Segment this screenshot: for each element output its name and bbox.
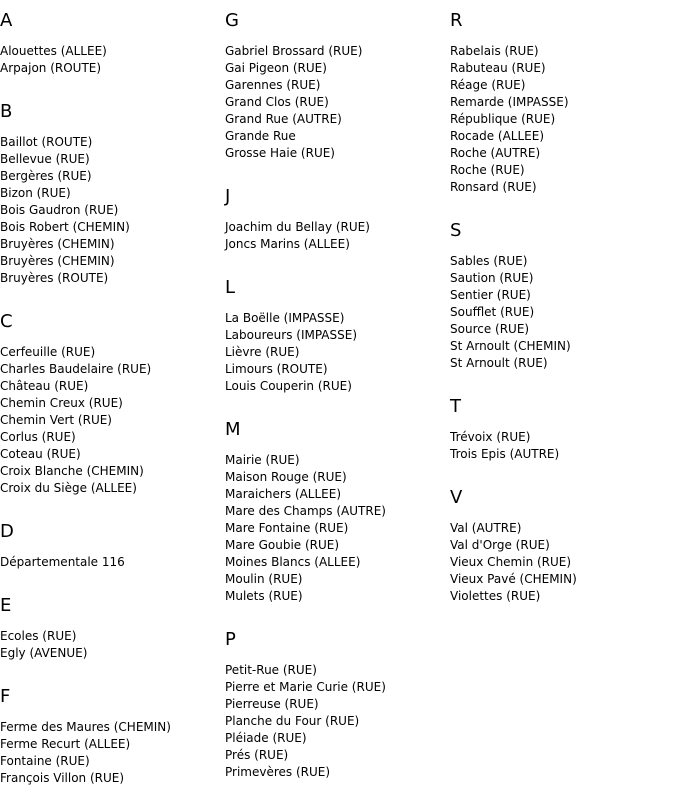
index-column-2	[225, 9, 445, 804]
letter-group-a	[0, 9, 220, 77]
street-link[interactable]: Mulets (RUE)	[225, 589, 303, 603]
street-link[interactable]: Ferme Recurt (ALLEE)	[0, 737, 131, 751]
index-column-3	[450, 9, 670, 628]
street-link[interactable]: Rocade (ALLEE)	[450, 129, 545, 143]
street-link[interactable]: Rabuteau (RUE)	[450, 61, 546, 75]
letter-group-c	[0, 310, 220, 497]
street-link[interactable]: Mare des Champs (AUTRE)	[225, 504, 386, 518]
letter-group-m	[225, 418, 445, 605]
street-link[interactable]: Sentier (RUE)	[450, 288, 531, 302]
street-link[interactable]: Bruyères (CHEMIN)	[0, 254, 115, 268]
letter-heading: S	[450, 220, 462, 241]
street-link[interactable]: Rabelais (RUE)	[450, 44, 539, 58]
street-link[interactable]: Coteau (RUE)	[0, 447, 81, 461]
street-link[interactable]: Mare Fontaine (RUE)	[225, 521, 349, 535]
street-link[interactable]: Planche du Four (RUE)	[225, 714, 360, 728]
letter-group-e	[0, 594, 220, 662]
street-link[interactable]: Limours (ROUTE)	[225, 362, 328, 376]
street-link[interactable]: Bellevue (RUE)	[0, 152, 90, 166]
street-list	[225, 310, 445, 395]
street-link[interactable]: Croix Blanche (CHEMIN)	[0, 464, 144, 478]
street-link[interactable]: Gai Pigeon (RUE)	[225, 61, 327, 75]
street-link[interactable]: Fontaine (RUE)	[0, 754, 90, 768]
street-link[interactable]: Bois Robert (CHEMIN)	[0, 220, 130, 234]
street-link[interactable]: Remarde (IMPASSE)	[450, 95, 569, 109]
street-link[interactable]: Roche (AUTRE)	[450, 146, 541, 160]
letter-group-d	[0, 520, 220, 571]
street-link[interactable]: Chemin Creux (RUE)	[0, 396, 123, 410]
letter-heading: M	[225, 419, 241, 440]
letter-heading: V	[450, 487, 463, 508]
street-link[interactable]: Chemin Vert (RUE)	[0, 413, 112, 427]
street-link[interactable]: Grand Rue (AUTRE)	[225, 112, 342, 126]
street-link[interactable]: Ecoles (RUE)	[0, 629, 77, 643]
letter-heading: D	[0, 521, 14, 542]
street-link[interactable]: Trois Epis (AUTRE)	[450, 447, 560, 461]
street-link[interactable]: Vieux Pavé (CHEMIN)	[450, 572, 577, 586]
street-link[interactable]: Arpajon (ROUTE)	[0, 61, 102, 75]
street-list	[450, 43, 670, 196]
street-link[interactable]: Source (RUE)	[450, 322, 530, 336]
street-list	[225, 452, 445, 605]
street-link[interactable]: Saution (RUE)	[450, 271, 534, 285]
street-link[interactable]: Maison Rouge (RUE)	[225, 470, 347, 484]
street-link[interactable]: Bizon (RUE)	[0, 186, 71, 200]
letter-heading: G	[225, 10, 239, 31]
street-link[interactable]: Cerfeuille (RUE)	[0, 345, 96, 359]
street-list	[0, 628, 220, 662]
street-link[interactable]: Bruyères (CHEMIN)	[0, 237, 115, 251]
street-link[interactable]: Trévoix (RUE)	[450, 430, 531, 444]
street-link[interactable]: Lièvre (RUE)	[225, 345, 300, 359]
letter-heading: F	[0, 686, 11, 707]
street-link[interactable]: Départementale 116	[0, 555, 125, 569]
street-link[interactable]: Ferme des Maures (CHEMIN)	[0, 720, 171, 734]
letter-group-g	[225, 9, 445, 162]
street-link[interactable]: Alouettes (ALLEE)	[0, 44, 107, 58]
street-link[interactable]: Mare Goubie (RUE)	[225, 538, 340, 552]
street-link[interactable]: Vieux Chemin (RUE)	[450, 555, 572, 569]
street-link[interactable]: Corlus (RUE)	[0, 430, 76, 444]
street-link[interactable]: République (RUE)	[450, 112, 556, 126]
street-link[interactable]: Mairie (RUE)	[225, 453, 300, 467]
street-link[interactable]: François Villon (RUE)	[0, 771, 125, 785]
letter-heading: L	[225, 277, 236, 298]
street-link[interactable]: Moines Blancs (ALLEE)	[225, 555, 361, 569]
street-list	[225, 219, 445, 253]
street-link[interactable]: Pléiade (RUE)	[225, 731, 307, 745]
street-link[interactable]: Bruyères (ROUTE)	[0, 271, 109, 285]
street-list	[450, 253, 670, 372]
street-link[interactable]: Bergères (RUE)	[0, 169, 92, 183]
letter-group-f	[0, 685, 220, 787]
street-link[interactable]: Grande Rue	[225, 129, 296, 143]
letter-heading: A	[0, 10, 13, 31]
street-link[interactable]: Joncs Marins (ALLEE)	[225, 237, 350, 251]
street-link[interactable]: Laboureurs (IMPASSE)	[225, 328, 358, 342]
letter-group-v	[450, 486, 670, 605]
street-list	[0, 344, 220, 497]
letter-group-t	[450, 395, 670, 463]
street-link[interactable]: Pierre et Marie Curie (RUE)	[225, 680, 386, 694]
street-link[interactable]: Baillot (ROUTE)	[0, 135, 93, 149]
street-link[interactable]: Charles Baudelaire (RUE)	[0, 362, 152, 376]
street-link[interactable]: St Arnoult (RUE)	[450, 356, 548, 370]
street-link[interactable]: Bois Gaudron (RUE)	[0, 203, 119, 217]
street-list	[0, 719, 220, 787]
street-list	[450, 429, 670, 463]
street-list	[0, 554, 220, 571]
street-link[interactable]: Petit-Rue (RUE)	[225, 663, 317, 677]
letter-group-b	[0, 100, 220, 287]
street-link[interactable]: Réage (RUE)	[450, 78, 526, 92]
street-list	[0, 134, 220, 287]
letter-heading: C	[0, 311, 13, 332]
street-link[interactable]: La Boëlle (IMPASSE)	[225, 311, 345, 325]
street-list	[450, 520, 670, 605]
street-link[interactable]: Roche (RUE)	[450, 163, 525, 177]
index-column-1	[0, 9, 220, 810]
letter-heading: R	[450, 10, 463, 31]
street-link[interactable]: Val d'Orge (RUE)	[450, 538, 550, 552]
street-list	[225, 43, 445, 162]
letter-group-s	[450, 219, 670, 372]
letter-group-r	[450, 9, 670, 196]
street-link[interactable]: Primevères (RUE)	[225, 765, 331, 779]
street-link[interactable]: Joachim du Bellay (RUE)	[225, 220, 370, 234]
street-link[interactable]: Croix du Siège (ALLEE)	[0, 481, 137, 495]
street-link[interactable]: Garennes (RUE)	[225, 78, 321, 92]
letter-heading: E	[0, 595, 12, 616]
street-link[interactable]: St Arnoult (CHEMIN)	[450, 339, 571, 353]
street-link[interactable]: Egly (AVENUE)	[0, 646, 88, 660]
street-link[interactable]: Gabriel Brossard (RUE)	[225, 44, 363, 58]
street-link[interactable]: Soufflet (RUE)	[450, 305, 535, 319]
letter-group-j	[225, 185, 445, 253]
letter-heading: P	[225, 629, 236, 650]
letter-group-p	[225, 628, 445, 781]
street-link[interactable]: Sables (RUE)	[450, 254, 528, 268]
letter-heading: T	[450, 396, 461, 417]
street-link[interactable]: Maraichers (ALLEE)	[225, 487, 342, 501]
letter-heading: B	[0, 101, 13, 122]
street-link[interactable]: Ronsard (RUE)	[450, 180, 537, 194]
letter-heading: J	[225, 186, 231, 207]
street-link[interactable]: Grosse Haie (RUE)	[225, 146, 335, 160]
street-list	[225, 662, 445, 781]
street-link[interactable]: Pierreuse (RUE)	[225, 697, 319, 711]
street-link[interactable]: Moulin (RUE)	[225, 572, 303, 586]
street-link[interactable]: Grand Clos (RUE)	[225, 95, 329, 109]
street-link[interactable]: Violettes (RUE)	[450, 589, 541, 603]
street-link[interactable]: Prés (RUE)	[225, 748, 289, 762]
street-link[interactable]: Louis Couperin (RUE)	[225, 379, 352, 393]
street-link[interactable]: Val (AUTRE)	[450, 521, 522, 535]
letter-group-l	[225, 276, 445, 395]
street-link[interactable]: Château (RUE)	[0, 379, 89, 393]
street-list	[0, 43, 220, 77]
